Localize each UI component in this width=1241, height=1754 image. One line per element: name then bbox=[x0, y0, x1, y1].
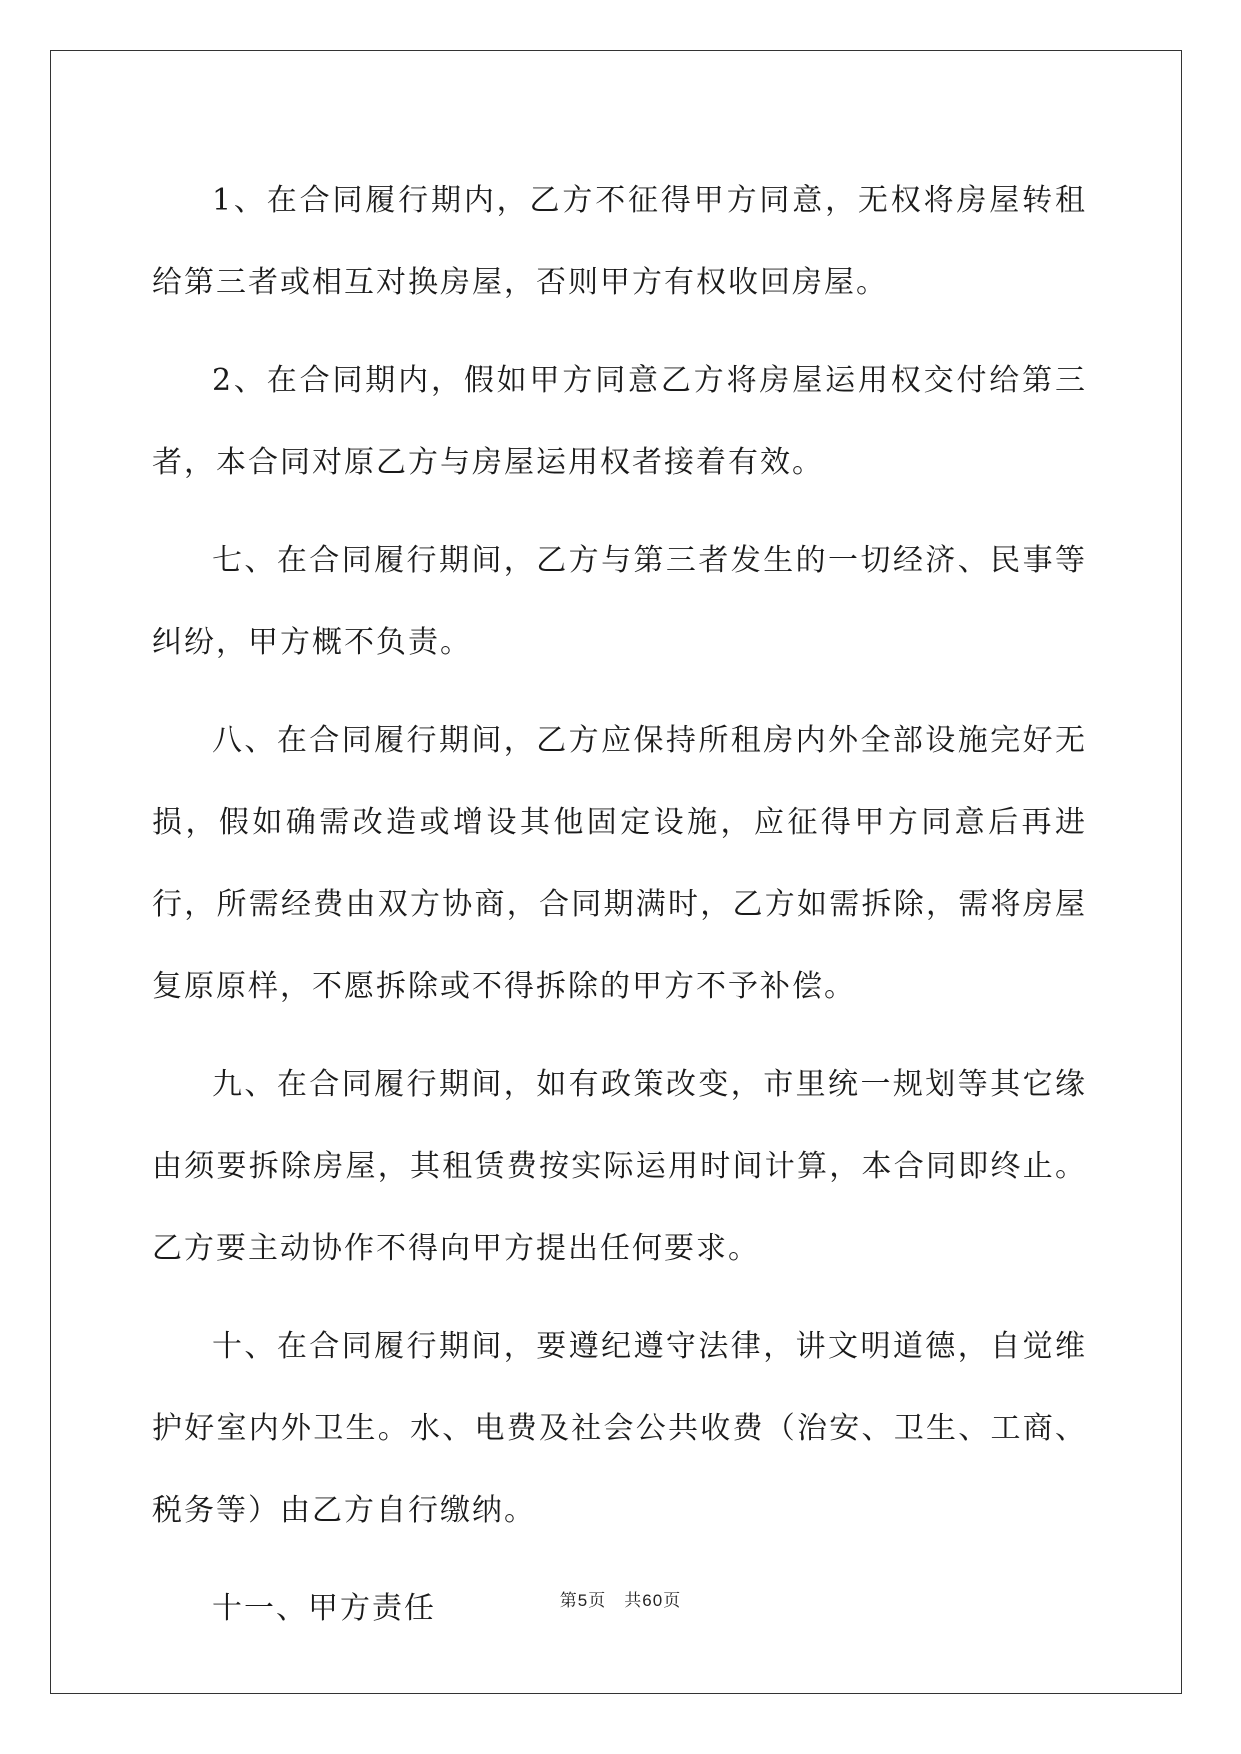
paragraph-clause-ten: 十、在合同履行期间，要遵纪遵守法律，讲文明道德，自觉维护好室内外卫生。水、电费及社会公共收费（治安、卫生、工商、税务等）由乙方自行缴纳。 bbox=[152, 1329, 1087, 1528]
footer-page-prefix: 第 bbox=[559, 1591, 578, 1610]
footer-total-pages: 60 bbox=[642, 1591, 664, 1610]
paragraph-clause-seven: 七、在合同履行期间，乙方与第三者发生的一切经济、民事等纠纷，甲方概不负责。 bbox=[152, 543, 1087, 660]
paragraph-clause-eight: 八、在合同履行期间，乙方应保持所租房内外全部设施完好无损，假如确需改造或增设其他固定设施，应征得甲方同意后再进行，所需经费由双方协商，合同期满时，乙方如需拆除，需将房屋复原原样，不愿拆除或不得拆除的甲方不予补偿。 bbox=[152, 723, 1087, 1004]
footer-page-suffix: 页 bbox=[588, 1591, 607, 1610]
footer-page-number: 5 bbox=[577, 1591, 589, 1610]
footer-total-suffix: 页 bbox=[663, 1591, 682, 1610]
paragraph-clause-nine: 九、在合同履行期间，如有政策改变，市里统一规划等其它缘由须要拆除房屋，其租赁费按实际运用时间计算，本合同即终止。乙方要主动协作不得向甲方提出任何要求。 bbox=[152, 1067, 1087, 1266]
paragraph-clause-2: 2、在合同期内，假如甲方同意乙方将房屋运用权交付给第三者，本合同对原乙方与房屋运用权者接着有效。 bbox=[152, 363, 1087, 480]
footer-total-prefix: 共 bbox=[624, 1591, 643, 1610]
page-footer bbox=[0, 1586, 1241, 1611]
paragraph-clause-eleven-heading: 十一、甲方责任 bbox=[212, 1591, 436, 1626]
paragraph-clause-1: 1、在合同履行期内，乙方不征得甲方同意，无权将房屋转租给第三者或相互对换房屋，否则甲方有权收回房屋。 bbox=[152, 183, 1087, 300]
document-body bbox=[152, 160, 1087, 1666]
